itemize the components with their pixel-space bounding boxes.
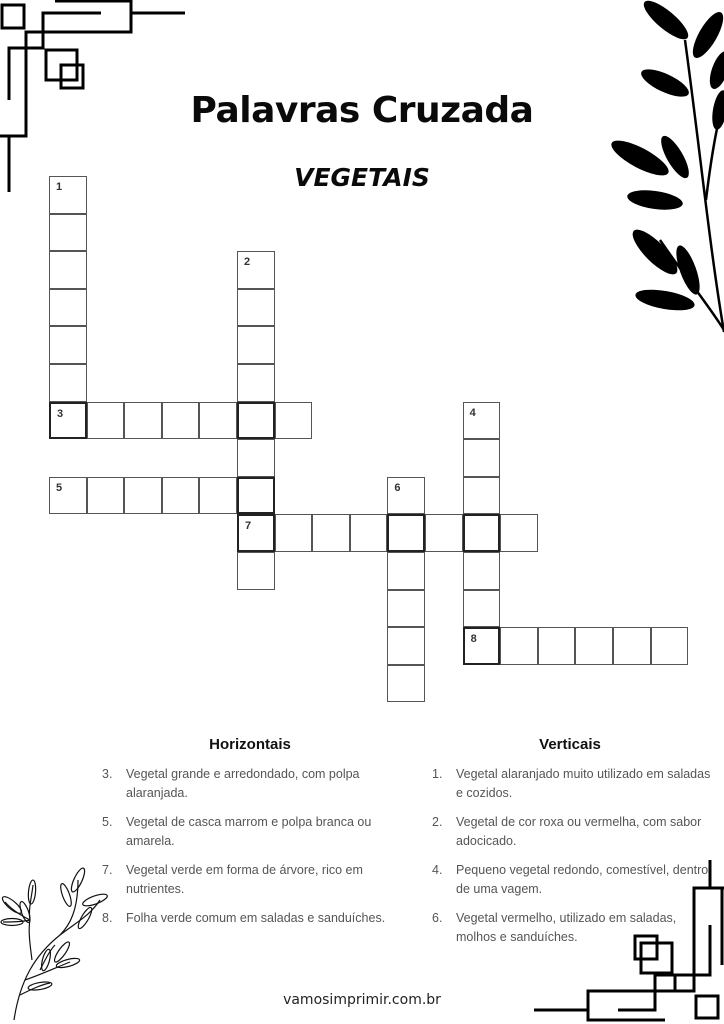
crossword-cell[interactable]	[237, 439, 275, 477]
across-clues	[90, 736, 410, 938]
clue-text: Vegetal de casca marrom e polpa branca ou amarela.	[126, 815, 372, 848]
clue-number: 1.	[432, 767, 443, 781]
crossword-cell[interactable]	[425, 514, 463, 552]
clue-text: Vegetal verde em forma de árvore, rico em nutrientes.	[126, 863, 363, 896]
crossword-cell[interactable]	[237, 326, 275, 364]
across-heading: Horizontais	[209, 736, 291, 753]
cell-number: 7	[245, 520, 252, 533]
clue-down-1	[420, 765, 720, 803]
clue-down-4	[420, 861, 720, 899]
crossword-cell[interactable]	[49, 477, 87, 515]
crossword-cell[interactable]	[124, 477, 162, 515]
cell-number: 2	[244, 256, 251, 269]
crossword-cell[interactable]	[87, 477, 125, 515]
crossword-cell[interactable]	[237, 552, 275, 590]
clue-across-7	[90, 861, 410, 899]
crossword-cell[interactable]	[237, 402, 275, 440]
crossword-cell[interactable]	[463, 552, 501, 590]
crossword-cell[interactable]	[387, 477, 425, 515]
page-subtitle: VEGETAIS	[294, 163, 430, 192]
crossword-cell[interactable]	[49, 326, 87, 364]
crossword-cell[interactable]	[237, 477, 275, 515]
clue-down-6	[420, 909, 720, 947]
crossword-cell[interactable]	[49, 176, 87, 214]
cell-number: 8	[470, 633, 477, 646]
crossword-cell[interactable]	[651, 627, 689, 665]
crossword-cell[interactable]	[387, 627, 425, 665]
footer-website: vamosimprimir.com.br	[283, 992, 441, 1008]
cell-number: 5	[56, 481, 63, 494]
crossword-cell[interactable]	[124, 402, 162, 440]
crossword-cell[interactable]	[199, 402, 237, 440]
crossword-cell[interactable]	[49, 251, 87, 289]
clue-number: 6.	[432, 911, 443, 925]
crossword-cell[interactable]	[463, 590, 501, 628]
crossword-cell[interactable]	[387, 552, 425, 590]
clue-text: Vegetal alaranjado muito utilizado em saladas e cozidos.	[456, 767, 711, 800]
crossword-cell[interactable]	[162, 477, 200, 515]
clue-number: 8.	[102, 911, 113, 925]
down-clues	[420, 736, 720, 957]
clue-text: Pequeno vegetal redondo, comestível, dentro de uma vagem.	[456, 863, 709, 896]
crossword-cell[interactable]	[49, 289, 87, 327]
crossword-cell[interactable]	[237, 251, 275, 289]
clue-number: 4.	[432, 863, 443, 877]
crossword-cell[interactable]	[162, 402, 200, 440]
clue-text: Vegetal grande e arredondado, com polpa alaranjada.	[126, 767, 360, 800]
crossword-cell[interactable]	[500, 627, 538, 665]
clue-number: 7.	[102, 863, 113, 877]
crossword-cell[interactable]	[387, 514, 425, 552]
crossword-cell[interactable]	[199, 477, 237, 515]
crossword-cell[interactable]	[87, 402, 125, 440]
crossword-cell[interactable]	[237, 364, 275, 402]
crossword-cell[interactable]	[463, 402, 501, 440]
crossword-cell[interactable]	[387, 665, 425, 703]
crossword-cell[interactable]	[500, 514, 538, 552]
clue-across-3	[90, 765, 410, 803]
cell-number: 4	[469, 406, 476, 419]
crossword-cell[interactable]	[49, 402, 87, 440]
crossword-cell[interactable]	[387, 590, 425, 628]
clue-number: 5.	[102, 815, 113, 829]
crossword-cell[interactable]	[49, 214, 87, 252]
clue-text: Vegetal vermelho, utilizado em saladas, molhos e sanduíches.	[456, 911, 677, 944]
crossword-cell[interactable]	[463, 514, 501, 552]
crossword-cell[interactable]	[49, 364, 87, 402]
crossword-cell[interactable]	[275, 402, 313, 440]
crossword-cell[interactable]	[463, 477, 501, 515]
page-title: Palavras Cruzada	[190, 90, 534, 131]
crossword-cell[interactable]	[312, 514, 350, 552]
cell-number: 3	[57, 407, 64, 420]
crossword-cell[interactable]	[275, 514, 313, 552]
crossword-cell[interactable]	[237, 289, 275, 327]
clue-down-2	[420, 813, 720, 851]
crossword-cell[interactable]	[463, 439, 501, 477]
clue-across-5	[90, 813, 410, 851]
cell-number: 1	[56, 181, 63, 193]
crossword-cell[interactable]	[575, 627, 613, 665]
cell-number: 6	[394, 481, 401, 494]
clue-across-8	[90, 909, 410, 928]
crossword-cell[interactable]	[463, 627, 501, 665]
crossword-cell[interactable]	[613, 627, 651, 665]
clue-text: Folha verde comum em saladas e sanduíches.	[126, 911, 386, 925]
down-heading: Verticais	[539, 736, 601, 753]
clue-number: 3.	[102, 767, 113, 781]
crossword-cell[interactable]	[538, 627, 576, 665]
clue-number: 2.	[432, 815, 443, 829]
clue-text: Vegetal de cor roxa ou vermelha, com sabor adocicado.	[456, 815, 702, 848]
crossword-cell[interactable]	[350, 514, 388, 552]
crossword-cell[interactable]	[237, 514, 275, 552]
